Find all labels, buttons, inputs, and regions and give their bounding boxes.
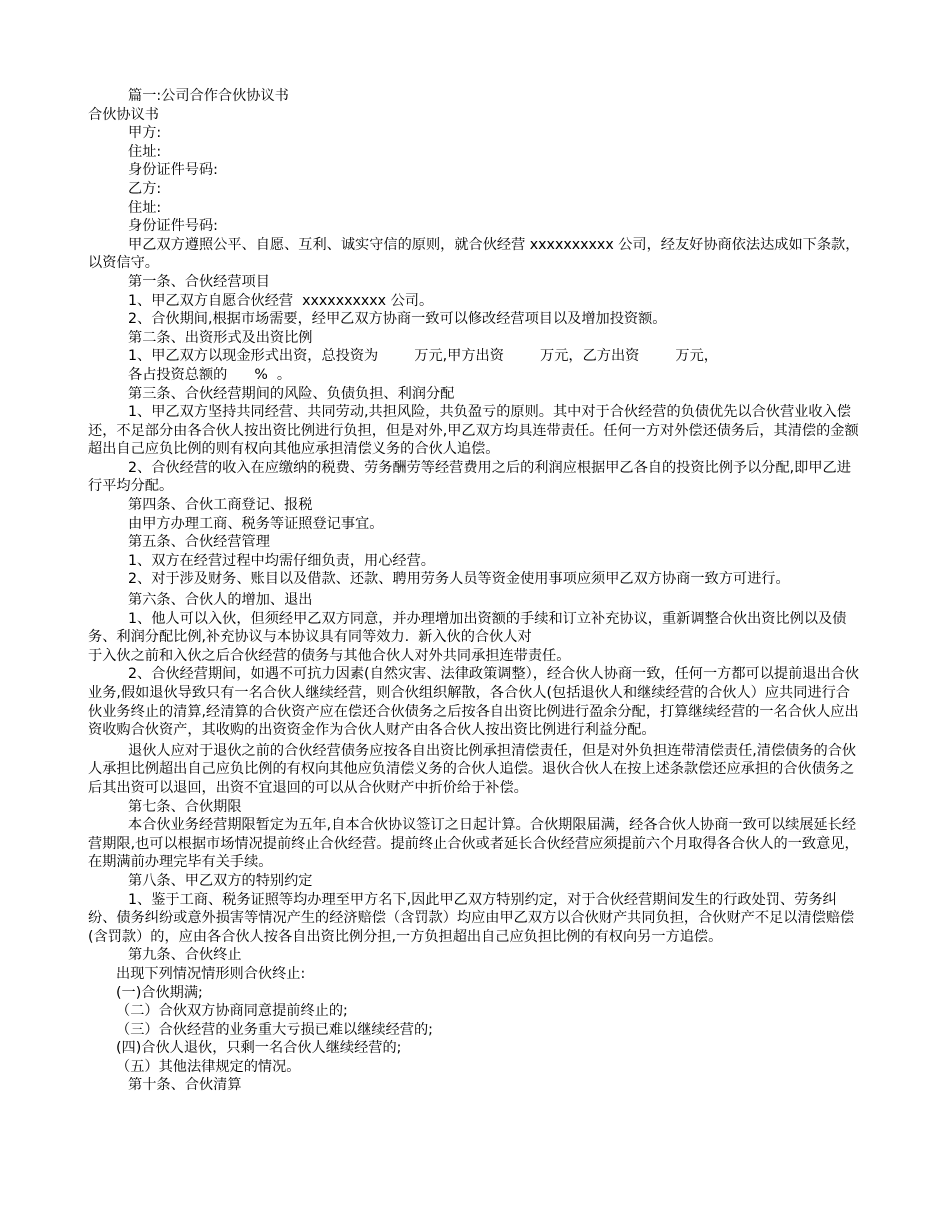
party-a-id: 身份证件号码:: [128, 162, 218, 179]
article-1-clause-1: 1、甲乙双方自愿合伙经营 xxxxxxxxxx 公司。: [128, 292, 434, 309]
document-title: 合伙协议书: [88, 106, 159, 123]
party-b-label: 乙方:: [128, 180, 162, 197]
document-heading: 篇一:公司合作合伙协议书: [128, 88, 289, 104]
article-1-title: 第一条、合伙经营项目: [128, 273, 270, 290]
article-6-clause-2: 2、合伙经营期间，如遇不可抗力因素(自然灾害、法律政策调整），经合伙人协商一致，任何一方都可以提前退出合伙业务,假如退伙导致只有一名合伙人继续经营，则合伙组织解散，各合伙人(包括退伙人和继续经营的合伙人）应共同进行合伙业务终止的清算,经清算的合伙资产应在偿还合伙债务之后按各自出资比例进行盈余分配，打算继续经营的一名合伙人应出资收购合伙资产，其收购的出资资金作为合伙人财产由各合伙人按出资比例进行利益分配。: [88, 666, 860, 739]
article-7-title: 第七条、合伙期限: [128, 798, 242, 815]
article-9-item: (四)合伙人退伙，只剩一名合伙人继续经营的;: [116, 1040, 402, 1057]
article-3-clause-1: 1、甲乙双方坚持共同经营、共同劳动,共担风险，共负盈亏的原则。其中对于合伙经营的负债优先以合伙营业收入偿还，不足部分由各合伙人按出资比例进行负担，但是对外,甲乙双方均具连带责任。任何一方对外偿还债务后，其清偿的金额超出自己应负比例的则有权向其他应承担清偿义务的合伙人追偿。: [88, 404, 859, 458]
article-9-intro: 出现下列情况情形则合伙终止:: [116, 965, 306, 982]
article-6-title: 第六条、合伙人的增加、退出: [128, 592, 313, 609]
article-3-title: 第三条、合伙经营期间的风险、负债负担、利润分配: [128, 385, 455, 402]
party-b-address: 住址:: [128, 199, 162, 216]
article-9-item: （三）合伙经营的业务重大亏损已难以继续经营的;: [116, 1021, 433, 1038]
party-a-label: 甲方:: [128, 125, 162, 142]
article-8-clause-1: 1、鉴于工商、税务证照等均办理至甲方名下,因此甲乙双方特别约定，对于合伙经营期间发生的行政处罚、劳务纠纷、债务纠纷或意外损害等情况产生的经济赔偿（含罚款）均应由甲乙双方以合伙财产共同负担，合伙财产不足以清偿赔偿(含罚款）的，应由各合伙人按各自出资比例分担,一方负担超出自己应负担比例的有权向另一方追偿。: [88, 891, 855, 945]
article-9-item: （二）合伙双方协商同意提前终止的;: [116, 1003, 348, 1020]
party-b-id: 身份证件号码:: [128, 218, 218, 235]
article-2-title: 第二条、出资形式及出资比例: [128, 329, 313, 346]
article-9-item: (一)合伙期满;: [116, 984, 203, 1001]
article-10-title: 第十条、合伙清算: [128, 1077, 242, 1094]
article-5-clause-1: 1、双方在经营过程中均需仔细负责，用心经营。: [128, 552, 435, 569]
preamble-paragraph: 甲乙双方遵照公平、自愿、互利、诚实守信的原则，就合伙经营 xxxxxxxxxx 公司，经友好协商依法达成如下条款，以资信守。: [88, 236, 860, 272]
document-body: [88, 87, 860, 1095]
party-a-address: 住址:: [128, 143, 162, 160]
article-2-clause-1: 1、甲乙双方以现金形式出资，总投资为 万元,甲方出资 万元，乙方出资 万元，: [128, 348, 718, 365]
article-4-title: 第四条、合伙工商登记、报税: [128, 497, 313, 514]
article-1-clause-2: 2、合伙期间,根据市场需要，经甲乙双方协商一致可以修改经营项目以及增加投资额。: [128, 311, 667, 328]
article-5-title: 第五条、合伙经营管理: [128, 534, 270, 551]
article-9-title: 第九条、合伙终止: [128, 947, 242, 964]
article-8-title: 第八条、甲乙双方的特别约定: [128, 872, 313, 889]
article-6-clause-1-cont: 于入伙之前和入伙之后合伙经营的债务与其他合伙人对外共同承担连带责任。: [88, 647, 571, 664]
article-6-clause-1: 1、他人可以入伙，但须经甲乙双方同意，并办理增加出资额的手续和订立补充协议，重新调整合伙出资比例以及债务、利润分配比例,补充协议与本协议具有同等效力. 新入伙的合伙人对: [88, 610, 847, 646]
article-3-clause-2: 2、合伙经营的收入在应缴纳的税费、劳务酬劳等经营费用之后的利润应根据甲乙各自的投资比例予以分配,即甲乙进行平均分配。: [88, 459, 851, 495]
article-9-item: （五）其他法律规定的情况。: [116, 1058, 301, 1075]
article-7-clause-1: 本合伙业务经营期限暂定为五年,自本合伙协议签订之日起计算。合伙期限届满，经各合伙人协商一致可以续展延长经营期限,也可以根据市场情况提前终止合伙经营。提前终止合伙或者延长合伙经营应须提前六个月取得各合伙人的一致意见，在期满前办理完毕有关手续。: [88, 817, 859, 871]
article-4-clause-1: 由甲方办理工商、税务等证照登记事宜。: [128, 515, 384, 532]
article-2-clause-1-cont: 各占投资总额的 % 。: [128, 366, 292, 383]
article-5-clause-2: 2、对于涉及财务、账目以及借款、还款、聘用劳务人员等资金使用事项应须甲乙双方协商一致方可进行。: [128, 571, 790, 588]
article-6-clause-3: 退伙人应对于退伙之前的合伙经营债务应按各自出资比例承担清偿责任，但是对外负担连带清偿责任,清偿债务的合伙人承担比例超出自己应负比例的有权向其他应负清偿义务的合伙人追偿。退伙合伙人在按上述条款偿还应承担的合伙债务之后其出资可以退回，出资不宜退回的可以从合伙财产中折价给于补偿。: [88, 742, 857, 796]
